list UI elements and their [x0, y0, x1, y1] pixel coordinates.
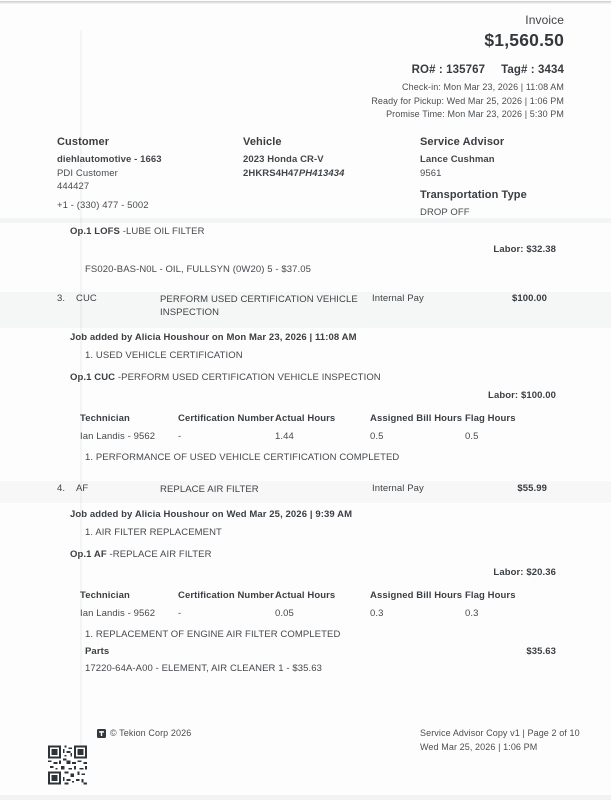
- service-advisor-block: [420, 136, 564, 220]
- copyright-text: © Tekion Corp 2026: [110, 728, 192, 738]
- operation-line: [57, 372, 564, 383]
- job-description: REPLACE AIR FILTER: [160, 484, 259, 495]
- column-header-actual-hours: Actual Hours: [275, 590, 336, 601]
- vehicle-block: [243, 136, 420, 220]
- labor-amount: $100.00: [520, 390, 556, 401]
- tag-number: Tag# : 3434: [501, 64, 564, 76]
- column-header-flag-hours: Flag Hours: [465, 413, 516, 424]
- print-timestamp: Wed Mar 25, 2026 | 1:06 PM: [420, 741, 538, 752]
- scan-edge-artifact: [0, 1, 611, 4]
- transportation-type-value: DROP OFF: [420, 207, 470, 218]
- document-type-label: Invoice: [525, 13, 564, 27]
- job-section-cuc: [57, 293, 564, 463]
- job-pay-type: Internal Pay: [372, 293, 424, 304]
- column-header-assigned-bill-hours: Assigned Bill Hours: [370, 590, 463, 601]
- customer-phone: +1 - (330) 477 - 5002: [57, 199, 149, 211]
- vehicle-heading: Vehicle: [243, 136, 282, 148]
- operation-description: -REPLACE AIR FILTER: [106, 549, 212, 560]
- vin-suffix: PH413434: [298, 167, 345, 179]
- job-amount: $100.00: [511, 293, 547, 304]
- column-header-technician: Technician: [80, 413, 130, 424]
- ro-tag-line: [371, 64, 564, 76]
- operation-description: -PERFORM USED CERTIFICATION VEHICLE INSPECTION: [115, 372, 381, 383]
- job-header-row: [57, 293, 564, 319]
- vehicle-model: 2023 Honda CR-V: [243, 154, 324, 165]
- actual-hours: 0.05: [275, 608, 294, 619]
- scan-band-artifact: [0, 795, 611, 800]
- operation-line: [57, 226, 564, 237]
- transportation-type-heading: Transportation Type: [420, 189, 527, 201]
- certification-number: -: [178, 608, 182, 619]
- customer-heading: Customer: [57, 136, 110, 148]
- column-header-actual-hours: Actual Hours: [275, 413, 336, 424]
- operation-code: Op.1 LOFS: [70, 226, 120, 237]
- labor-amount-line: [57, 390, 564, 401]
- customer-name: diehlautomotive - 1663: [57, 154, 162, 165]
- operation-code: Op.1 CUC: [70, 372, 116, 383]
- technician-table-row: [80, 608, 564, 619]
- ready-for-pickup-date: Ready for Pickup: Wed Mar 25, 2026 | 1:06 PM: [371, 95, 564, 106]
- technician-table-header: [80, 413, 564, 424]
- actual-hours: 1.44: [275, 431, 294, 442]
- labor-amount: $20.36: [526, 567, 556, 578]
- timeline-dates: [371, 81, 564, 122]
- certification-number: -: [178, 431, 182, 442]
- labor-label: Labor:: [493, 567, 524, 578]
- technician-table: [80, 590, 564, 619]
- technician-table: [80, 413, 564, 442]
- service-advisor-id: 9561: [420, 167, 442, 179]
- technician-name: Ian Landis - 9562: [80, 608, 156, 619]
- part-line: 17220-64A-A00 - ELEMENT, AIR CLEANER 1 - $35.63: [85, 663, 323, 674]
- copy-version-page: Service Advisor Copy v1 | Page 2 of 10: [420, 728, 580, 738]
- job-number: 3.: [57, 293, 66, 304]
- invoice-total-amount: $1,560.50: [484, 30, 564, 50]
- technician-table-header: [80, 590, 564, 601]
- job-code: CUC: [76, 293, 97, 304]
- concern-line: 1. USED VEHICLE CERTIFICATION: [85, 350, 243, 361]
- technician-table-row: [80, 431, 564, 442]
- job-header-row: [57, 483, 564, 496]
- job-added-line: Job added by Alicia Houshour on Wed Mar 25, 2026 | 9:39 AM: [70, 509, 353, 520]
- service-advisor-heading: Service Advisor: [420, 136, 505, 148]
- job-section-af: [57, 483, 564, 674]
- labor-amount: $32.38: [526, 244, 556, 255]
- footer-copyright-line: [97, 728, 191, 738]
- labor-amount-line: [57, 567, 564, 578]
- ro-number: RO# : 135767: [411, 64, 486, 76]
- service-advisor-name: Lance Cushman: [420, 154, 495, 165]
- column-header-certification-number: Certification Number: [178, 413, 274, 424]
- completion-note: 1. REPLACEMENT OF ENGINE AIR FILTER COMPLETED: [85, 629, 341, 640]
- party-info-row: [57, 136, 564, 220]
- qr-code: [48, 744, 87, 786]
- parts-total-row: [57, 646, 564, 657]
- column-header-assigned-bill-hours: Assigned Bill Hours: [370, 413, 463, 424]
- tekion-logo-icon: [97, 729, 106, 738]
- labor-label: Labor:: [493, 244, 524, 255]
- job-code: AF: [76, 483, 89, 494]
- labor-amount-line: [57, 244, 564, 255]
- promise-time-date: Promise Time: Mon Mar 23, 2026 | 5:30 PM: [386, 109, 564, 119]
- labor-label: Labor:: [488, 390, 519, 401]
- customer-block: [57, 136, 243, 220]
- customer-id: 444427: [57, 181, 90, 192]
- column-header-certification-number: Certification Number: [178, 590, 274, 601]
- flag-hours: 0.5: [465, 431, 479, 442]
- invoice-header: [371, 13, 564, 122]
- part-line: FS020-BAS-N0L - OIL, FULLSYN (0W20) 5 - $37.05: [85, 264, 312, 275]
- column-header-flag-hours: Flag Hours: [465, 590, 516, 601]
- assigned-bill-hours: 0.3: [370, 608, 384, 619]
- job-amount: $55.99: [517, 483, 547, 494]
- concern-line: 1. AIR FILTER REPLACEMENT: [85, 527, 222, 538]
- operation-description: -LUBE OIL FILTER: [120, 226, 205, 237]
- assigned-bill-hours: 0.5: [370, 431, 384, 442]
- parts-label: Parts: [85, 646, 110, 657]
- flag-hours: 0.3: [465, 608, 479, 619]
- footer-page-info: [420, 727, 580, 754]
- job-pay-type: Internal Pay: [372, 483, 424, 494]
- job-description: PERFORM USED CERTIFICATION VEHICLE INSPECTION: [160, 294, 358, 318]
- customer-type: PDI Customer: [57, 167, 118, 179]
- vehicle-vin: [243, 167, 420, 181]
- vin-prefix: 2HKRS4H47: [243, 167, 299, 179]
- operation-code: Op.1 AF: [70, 549, 107, 560]
- parts-total-amount: $35.63: [526, 646, 556, 657]
- job-added-line: Job added by Alicia Houshour on Mon Mar 23, 2026 | 11:08 AM: [70, 332, 357, 343]
- job-section-lofs: [57, 226, 564, 275]
- completion-note: 1. PERFORMANCE OF USED VEHICLE CERTIFICATION COMPLETED: [85, 452, 400, 463]
- operation-line: [57, 549, 564, 560]
- checkin-date: Check-in: Mon Mar 23, 2026 | 11:08 AM: [402, 82, 564, 92]
- column-header-technician: Technician: [80, 590, 130, 601]
- technician-name: Ian Landis - 9562: [80, 431, 156, 442]
- job-number: 4.: [57, 483, 66, 494]
